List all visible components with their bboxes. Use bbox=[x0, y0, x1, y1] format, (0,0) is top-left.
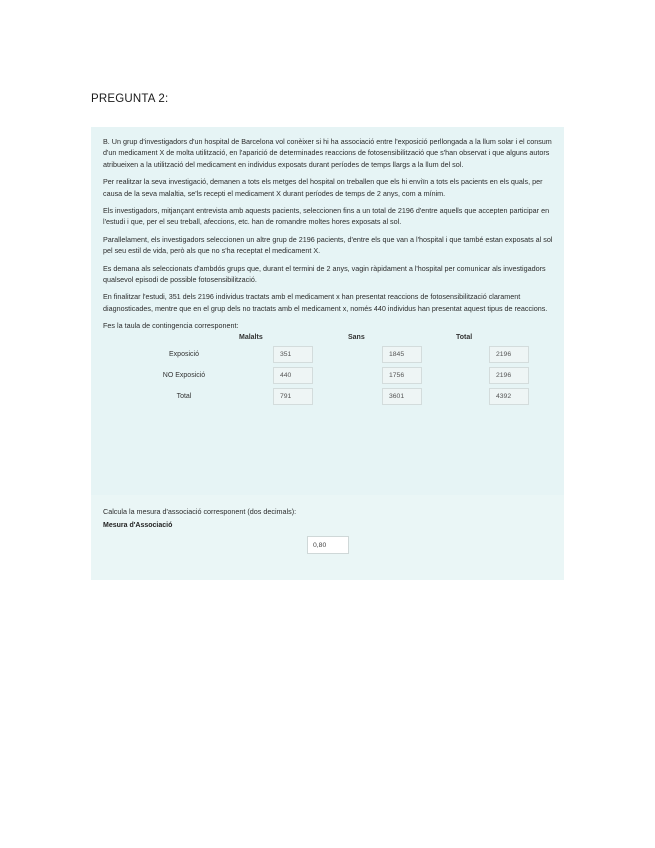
association-question: Calcula la mesura d'associació corresponent (dos decimals): bbox=[103, 507, 297, 516]
cell-total-malalts[interactable]: 791 bbox=[273, 388, 313, 405]
paragraph-results: En finalitzar l'estudi, 351 dels 2196 individus tractats amb el medicament x han presentat reaccions de fotosensibilització clarament diagnosticades, mentre que en el grup dels no tractats amb el medicament x, només 440 individus han presentat aquest tipus de reaccions. bbox=[103, 292, 548, 313]
row-label-exposicio: Exposició bbox=[169, 350, 199, 358]
cell-exposicio-sans[interactable]: 1845 bbox=[382, 346, 422, 363]
paragraph-intro: B. Un grup d'investigadors d'un hospital de Barcelona vol conèixer si hi ha associació entre l'exposició perllongada a la llum solar i el consum d'un medicament X de molta utilització, en l'aparició de determinades reaccions de fotosensibilització que s'han observat i que alguns autors atribueixen a la utilització del medicament en individus exposats durant períodes de temps llargs a la llum del sol. bbox=[103, 137, 552, 169]
column-header-total: Total bbox=[456, 333, 473, 341]
paragraph-followup: Es demana als seleccionats d'ambdós grups que, durant el termini de 2 anys, vagin ràpidament a l'hospital per comunicar als investigadors qualsevol episodi de possible fotosensibilització. bbox=[103, 263, 546, 285]
cell-exposicio-malalts[interactable]: 351 bbox=[273, 346, 313, 363]
cell-total-sans[interactable]: 3601 bbox=[382, 388, 422, 405]
cell-no-exposicio-sans[interactable]: 1756 bbox=[382, 367, 422, 384]
cell-no-exposicio-total[interactable]: 2196 bbox=[489, 367, 529, 384]
cell-exposicio-total[interactable]: 2196 bbox=[489, 346, 529, 363]
paragraph-selection: Els investigadors, mitjançant entrevista amb aquests pacients, seleccionen fins a un total de 2196 d'entre aquells que accepten participar en l'estudi i que, per el seu treball, afeccions, etc. han de romandre moltes hores exposats al sol. bbox=[103, 206, 550, 227]
question-heading: PREGUNTA 2: bbox=[91, 93, 169, 105]
association-label: Mesura d'Associació bbox=[103, 522, 173, 529]
cell-no-exposicio-malalts[interactable]: 440 bbox=[273, 367, 313, 384]
association-answer-field[interactable]: 0,80 bbox=[307, 536, 349, 554]
association-section bbox=[91, 495, 564, 580]
paragraph-instruction: Fes la taula de contingencia corresponent: bbox=[103, 321, 239, 331]
row-label-total: Total bbox=[176, 392, 192, 400]
paragraph-method: Per realitzar la seva investigació, demanen a tots els metges del hospital on treballen que els hi enviïn a tots els pacients en els quals, per causa de la seva malaltia, se'ls recepti el medicament X durant períodes de temps de 2 anys, com a mínim. bbox=[103, 177, 543, 198]
paragraph-control-group: Parallelament, els investigadors seleccionen un altre grup de 2196 pacients, d'entre els que van a l'hospital i que també estan exposats al sol pel seu estil de vida, però als que no s'ha receptat el medicament X. bbox=[103, 234, 553, 256]
column-header-malalts: Malalts bbox=[239, 333, 263, 341]
question-panel bbox=[91, 127, 564, 580]
column-header-sans: Sans bbox=[348, 333, 365, 341]
contingency-table bbox=[103, 334, 555, 418]
row-label-no-exposicio: NO Exposició bbox=[162, 371, 206, 379]
cell-total-total[interactable]: 4392 bbox=[489, 388, 529, 405]
